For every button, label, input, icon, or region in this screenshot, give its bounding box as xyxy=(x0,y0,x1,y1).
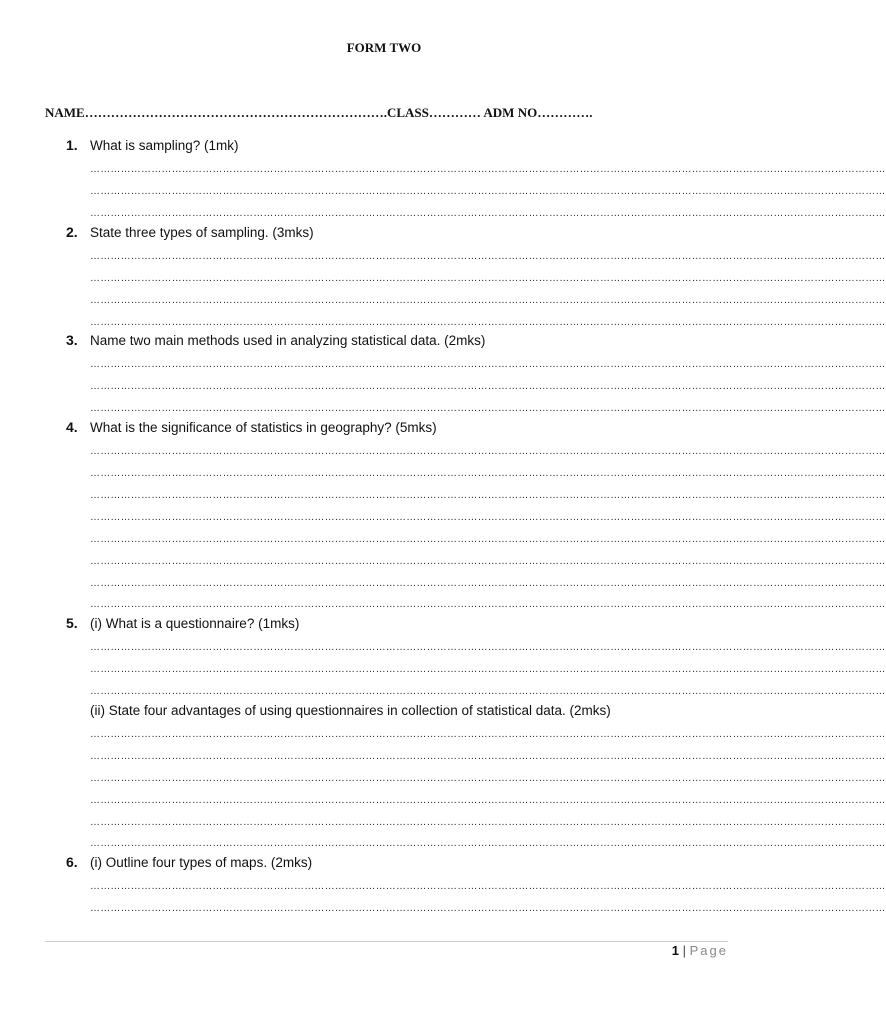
answer-line[interactable]: ……………………………………………………………………………………………………………………………………………………………………………………………………………… xyxy=(90,186,886,197)
answer-line[interactable]: ……………………………………………………………………………………………………………………………………………………………………………………………………………… xyxy=(90,317,886,328)
document-title: FORM TWO xyxy=(346,40,422,55)
answer-line[interactable]: ……………………………………………………………………………………………………………………………………………………………………………………………………………… xyxy=(90,838,886,849)
answer-line[interactable]: ……………………………………………………………………………………………………………………………………………………………………………………………………………… xyxy=(90,817,886,828)
question-1-number: 1. xyxy=(66,137,78,153)
answer-line[interactable]: ……………………………………………………………………………………………………………………………………………………………………………………………………………… xyxy=(90,295,886,306)
answer-line[interactable]: ……………………………………………………………………………………………………………………………………………………………………………………………………………… xyxy=(90,251,886,262)
question-4-number: 4. xyxy=(66,419,78,435)
answer-line[interactable]: ……………………………………………………………………………………………………………………………………………………………………………………………………………… xyxy=(90,359,886,370)
question-6-text: (i) Outline four types of maps. (2mks) xyxy=(90,855,313,870)
answer-line[interactable]: ……………………………………………………………………………………………………………………………………………………………………………………………………………… xyxy=(90,578,886,589)
answer-line[interactable]: ……………………………………………………………………………………………………………………………………………………………………………………………………………… xyxy=(90,556,886,567)
answer-line[interactable]: ……………………………………………………………………………………………………………………………………………………………………………………………………………… xyxy=(90,729,886,740)
answer-line[interactable]: ……………………………………………………………………………………………………………………………………………………………………………………………………………… xyxy=(90,446,886,457)
page-label: Page xyxy=(689,943,728,958)
footer-divider xyxy=(45,941,728,942)
answer-line[interactable]: ……………………………………………………………………………………………………………………………………………………………………………………………………………… xyxy=(90,751,886,762)
answer-line[interactable]: ……………………………………………………………………………………………………………………………………………………………………………………………………………… xyxy=(90,795,886,806)
answer-line[interactable]: ……………………………………………………………………………………………………………………………………………………………………………………………………………… xyxy=(90,881,886,892)
answer-line[interactable]: ……………………………………………………………………………………………………………………………………………………………………………………………………………… xyxy=(90,599,886,610)
footer-separator: | xyxy=(682,943,686,958)
answer-line[interactable]: ……………………………………………………………………………………………………………………………………………………………………………………………………………… xyxy=(90,403,886,414)
answer-line[interactable]: ……………………………………………………………………………………………………………………………………………………………………………………………………………… xyxy=(90,642,886,653)
answer-line[interactable]: ……………………………………………………………………………………………………………………………………………………………………………………………………………… xyxy=(90,512,886,523)
answer-line[interactable]: ……………………………………………………………………………………………………………………………………………………………………………………………………………… xyxy=(90,490,886,501)
question-5-part-ii-text: (ii) State four advantages of using questionnaires in collection of statistical data. (2mks) xyxy=(90,703,611,718)
question-2-text: State three types of sampling. (3mks) xyxy=(90,225,314,240)
page-number: 1 xyxy=(671,943,679,958)
answer-line[interactable]: ……………………………………………………………………………………………………………………………………………………………………………………………………………… xyxy=(90,903,886,914)
question-3-text: Name two main methods used in analyzing statistical data. (2mks) xyxy=(90,333,486,348)
question-1-text: What is sampling? (1mk) xyxy=(90,138,239,153)
answer-line[interactable]: ……………………………………………………………………………………………………………………………………………………………………………………………………………… xyxy=(90,773,886,784)
answer-line[interactable]: ……………………………………………………………………………………………………………………………………………………………………………………………………………… xyxy=(90,273,886,284)
question-5-number: 5. xyxy=(66,615,78,631)
answer-line[interactable]: ……………………………………………………………………………………………………………………………………………………………………………………………………………… xyxy=(90,208,886,219)
student-info-line: NAME…………………………………………………………….CLASS………… ADM NO…………. xyxy=(45,105,593,120)
question-2-number: 2. xyxy=(66,224,78,240)
answer-line[interactable]: ……………………………………………………………………………………………………………………………………………………………………………………………………………… xyxy=(90,686,886,697)
page-footer xyxy=(672,943,728,958)
answer-line[interactable]: ……………………………………………………………………………………………………………………………………………………………………………………………………………… xyxy=(90,664,886,675)
answer-line[interactable]: ……………………………………………………………………………………………………………………………………………………………………………………………………………… xyxy=(90,164,886,175)
answer-line[interactable]: ……………………………………………………………………………………………………………………………………………………………………………………………………………… xyxy=(90,381,886,392)
question-4-text: What is the significance of statistics in geography? (5mks) xyxy=(90,420,437,435)
question-5-part-i-text: (i) What is a questionnaire? (1mks) xyxy=(90,616,300,631)
question-6-number: 6. xyxy=(66,854,78,870)
answer-line[interactable]: ……………………………………………………………………………………………………………………………………………………………………………………………………………… xyxy=(90,534,886,545)
answer-line[interactable]: ……………………………………………………………………………………………………………………………………………………………………………………………………………… xyxy=(90,468,886,479)
question-3-number: 3. xyxy=(66,332,78,348)
